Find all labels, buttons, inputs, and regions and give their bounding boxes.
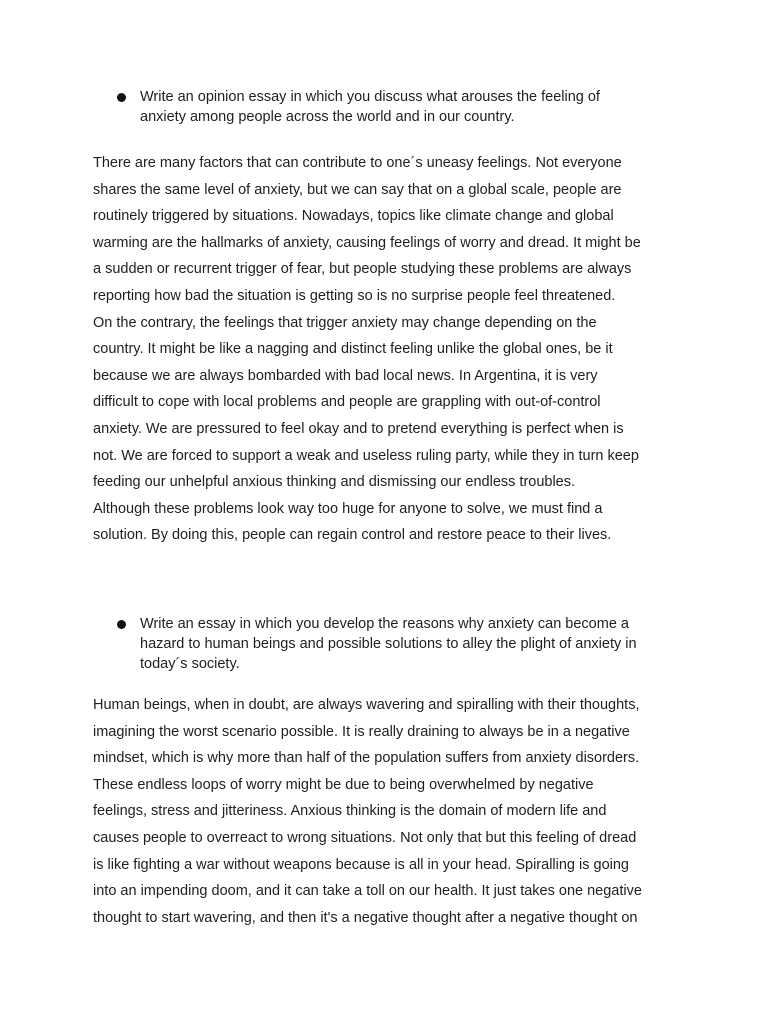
essay-1-line: anxiety. We are pressured to feel okay and to pretend everything is perfect when is [93,420,624,437]
essay-2 [93,692,677,931]
prompt-1-line: anxiety among people across the world and in our country. [140,109,515,125]
essay-1 [93,150,677,549]
essay-1-line: shares the same level of anxiety, but we can say that on a global scale, people are [93,181,622,198]
essay-1-line: There are many factors that can contribute to one´s uneasy feelings. Not everyone [93,155,622,171]
essay-2-line: thought to start wavering, and then it's a negative thought after a negative thought on [93,909,638,926]
prompt-1-line: Write an opinion essay in which you discuss what arouses the feeling of [140,89,600,105]
essay-1-line: routinely triggered by situations. Nowadays, topics like climate change and global [93,208,614,225]
prompt-1-text [140,87,672,127]
prompt-1-bullet-row [93,87,683,127]
bullet-icon [117,93,126,102]
essay-1-line: warming are the hallmarks of anxiety, causing feelings of worry and dread. It might be [93,234,641,251]
essay-2-line: Human beings, when in doubt, are always wavering and spiralling with their thoughts, [93,697,640,713]
essay-2-line: is like fighting a war without weapons because is all in your head. Spiralling is going [93,856,629,873]
essay-1-line: not. We are forced to support a weak and useless ruling party, while they in turn keep [93,447,639,464]
essay-1-line: country. It might be like a nagging and distinct feeling unlike the global ones, be it [93,341,613,358]
prompt-2 [93,614,683,674]
essay-1-line: Although these problems look way too huge for anyone to solve, we must find a [93,500,603,517]
essay-2-line: into an impending doom, and it can take a toll on our health. It just takes one negative [93,883,642,900]
essay-1-line: solution. By doing this, people can regain control and restore peace to their lives. [93,527,612,544]
essay-1-line: reporting how bad the situation is getting so is no surprise people feel threatened. [93,287,616,304]
prompt-1 [93,87,683,127]
prompt-2-line: today´s society. [140,656,240,672]
prompt-2-line: Write an essay in which you develop the reasons why anxiety can become a [140,616,629,632]
essay-1-line: because we are always bombarded with bad local news. In Argentina, it is very [93,367,598,384]
essay-1-line: a sudden or recurrent trigger of fear, but people studying these problems are always [93,261,632,278]
bullet-icon [117,620,126,629]
essay-2-line: mindset, which is why more than half of the population suffers from anxiety disorders. [93,750,640,767]
prompt-2-line: hazard to human beings and possible solutions to alley the plight of anxiety in [140,636,637,652]
essay-2-line: feelings, stress and jitteriness. Anxious thinking is the domain of modern life and [93,803,607,820]
essay-2-line: imagining the worst scenario possible. It is really draining to always be in a negative [93,723,630,740]
essay-2-line: causes people to overreact to wrong situations. Not only that but this feeling of dread [93,829,637,846]
essay-1-line: feeding our unhelpful anxious thinking and dismissing our endless troubles. [93,474,576,491]
essay-2-line: These endless loops of worry might be due to being overwhelmed by negative [93,776,594,793]
prompt-2-bullet-row [93,614,683,674]
prompt-2-text [140,614,672,674]
essay-1-line: difficult to cope with local problems and people are grappling with out-of-control [93,394,601,411]
essay-1-line: On the contrary, the feelings that trigger anxiety may change depending on the [93,314,597,331]
